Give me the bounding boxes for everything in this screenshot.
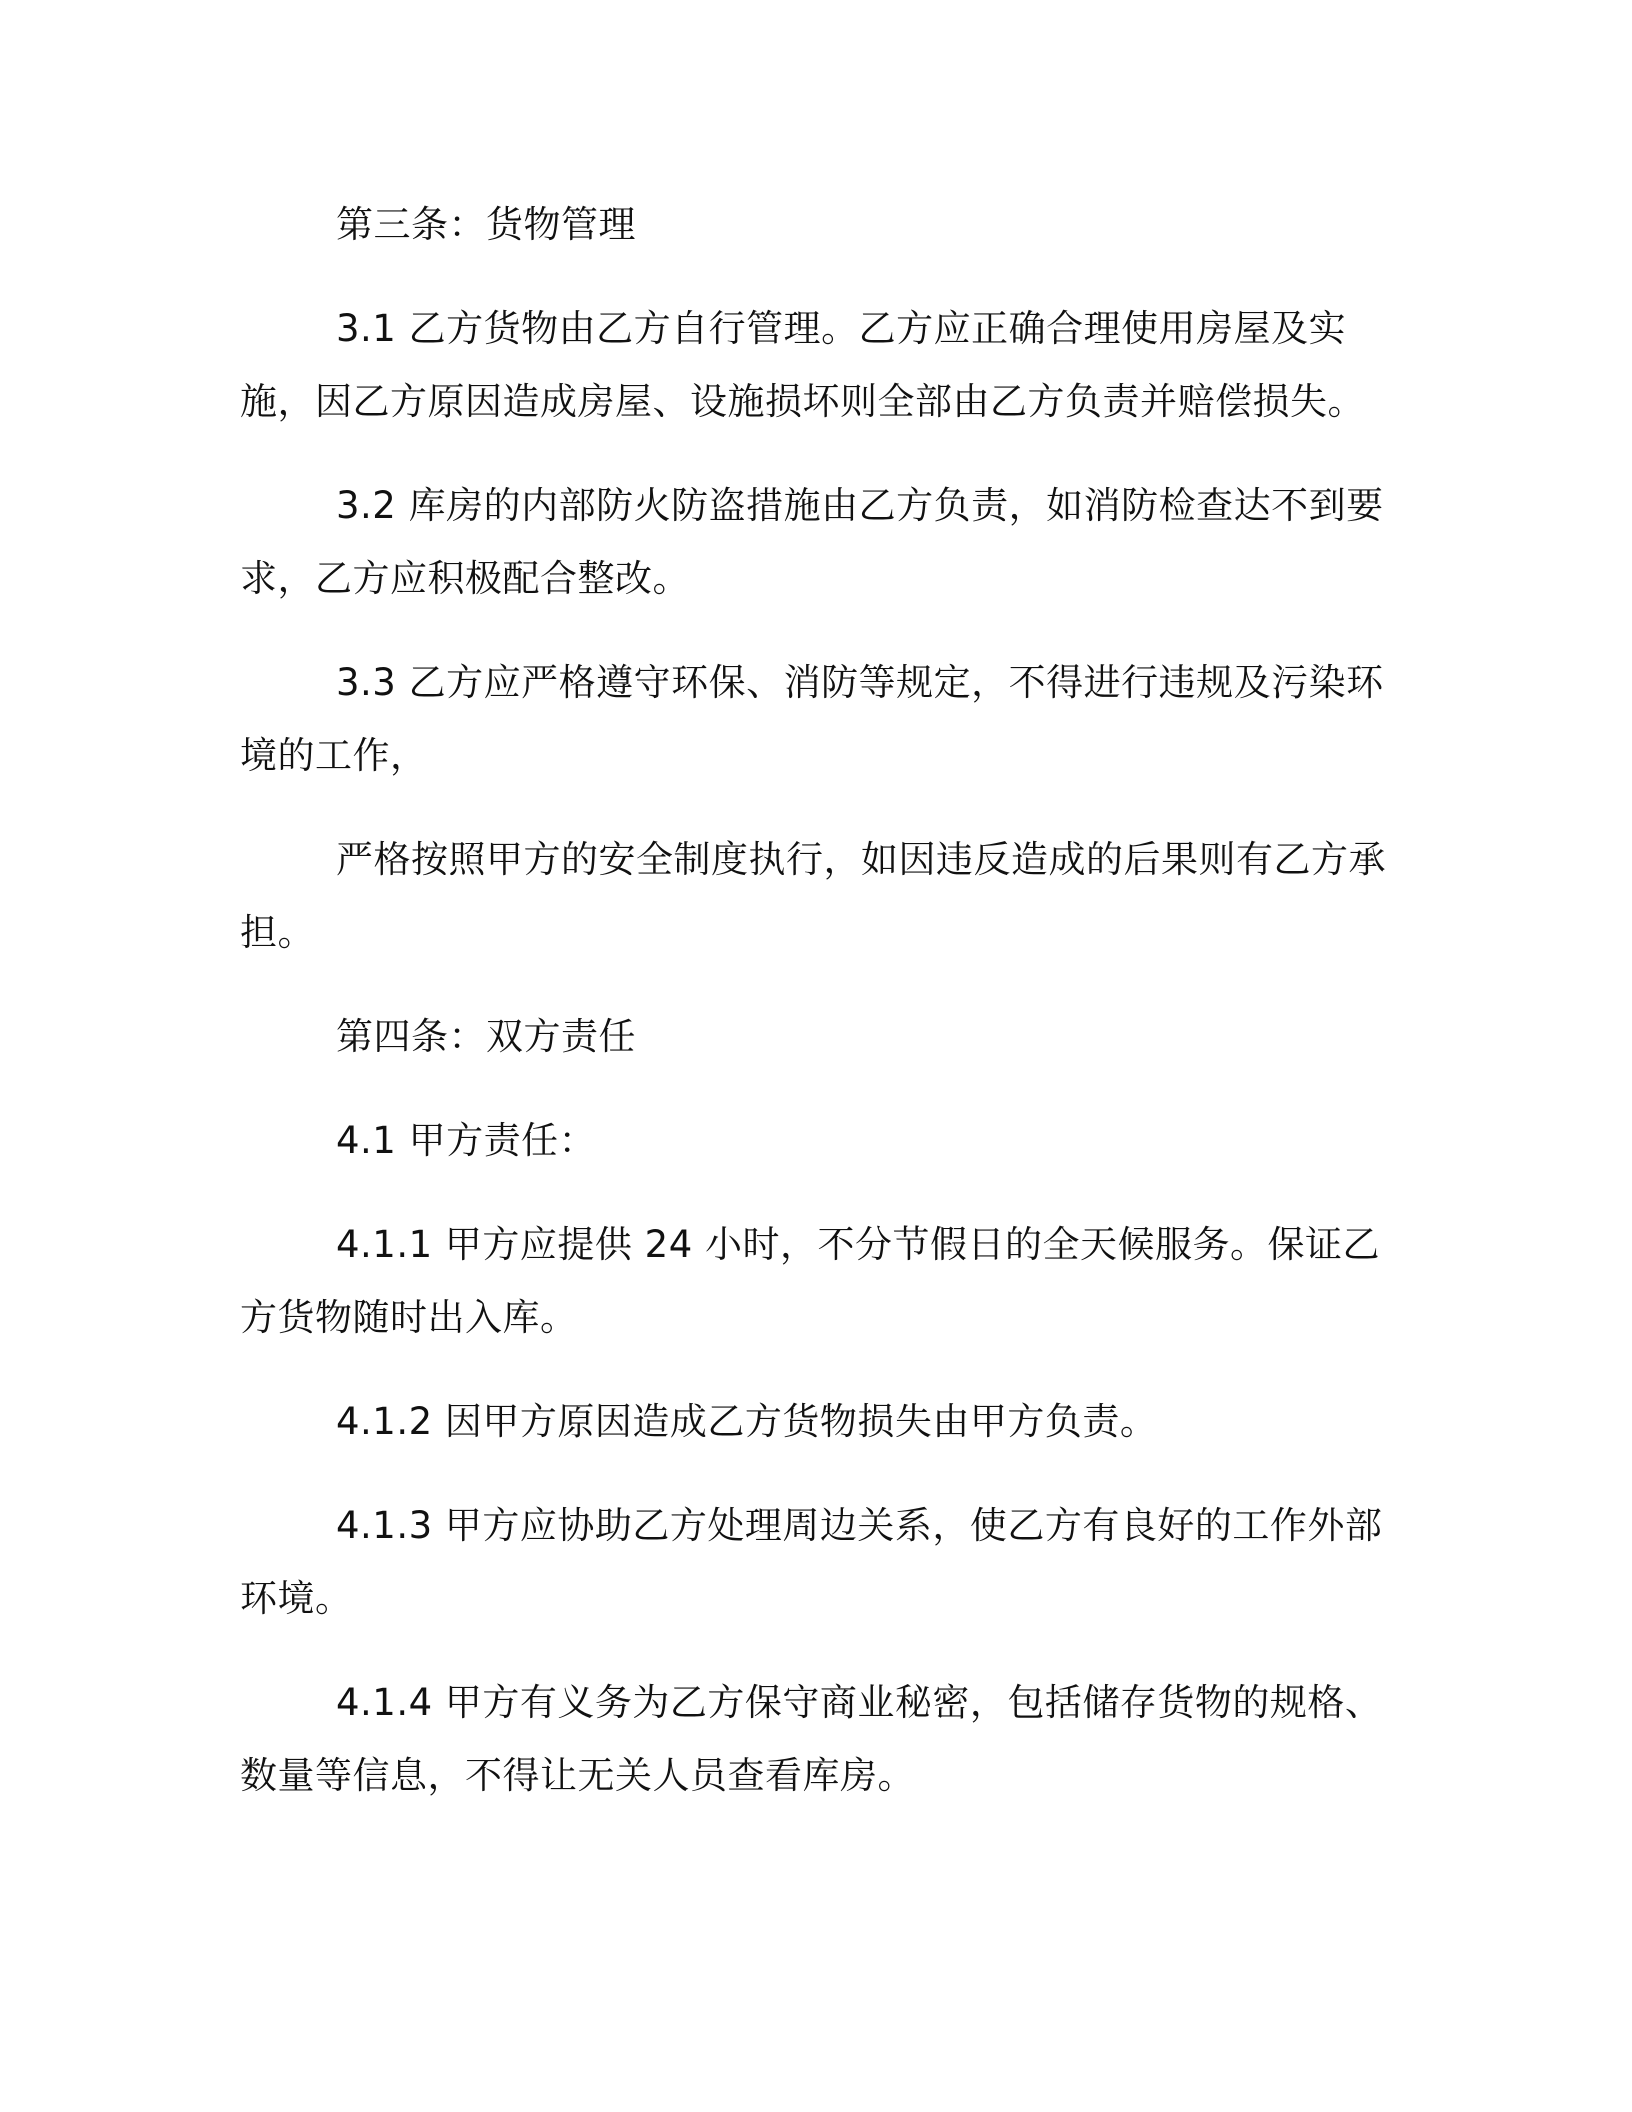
clause-3-3: 3.3 乙方应严格遵守环保、消防等规定，不得进行违规及污染环境的工作，: [240, 661, 1384, 777]
clause-4-1: 4.1 甲方责任：: [336, 1119, 597, 1162]
clause-3-3-continued: 严格按照甲方的安全制度执行，如因违反造成的后果则有乙方承担。: [240, 838, 1386, 954]
document-body: [240, 188, 1400, 1843]
section-heading-article-4: 第四条：双方责任: [336, 1015, 636, 1058]
clause-4-1-3: 4.1.3 甲方应协助乙方处理周边关系，使乙方有良好的工作外部环境。: [240, 1504, 1383, 1620]
section-heading-article-3: 第三条：货物管理: [336, 203, 636, 246]
clause-4-1-1: 4.1.1 甲方应提供 24 小时，不分节假日的全天候服务。保证乙方货物随时出入库。: [240, 1223, 1381, 1339]
clause-4-1-4: 4.1.4 甲方有义务为乙方保守商业秘密，包括储存货物的规格、数量等信息，不得让无关人员查看库房。: [240, 1681, 1383, 1797]
clause-3-2: 3.2 库房的内部防火防盗措施由乙方负责，如消防检查达不到要求，乙方应积极配合整改。: [240, 484, 1384, 600]
clause-4-1-2: 4.1.2 因甲方原因造成乙方货物损失由甲方负责。: [336, 1400, 1158, 1443]
clause-3-1: 3.1 乙方货物由乙方自行管理。乙方应正确合理使用房屋及实施，因乙方原因造成房屋、设施损坏则全部由乙方负责并赔偿损失。: [240, 307, 1365, 423]
